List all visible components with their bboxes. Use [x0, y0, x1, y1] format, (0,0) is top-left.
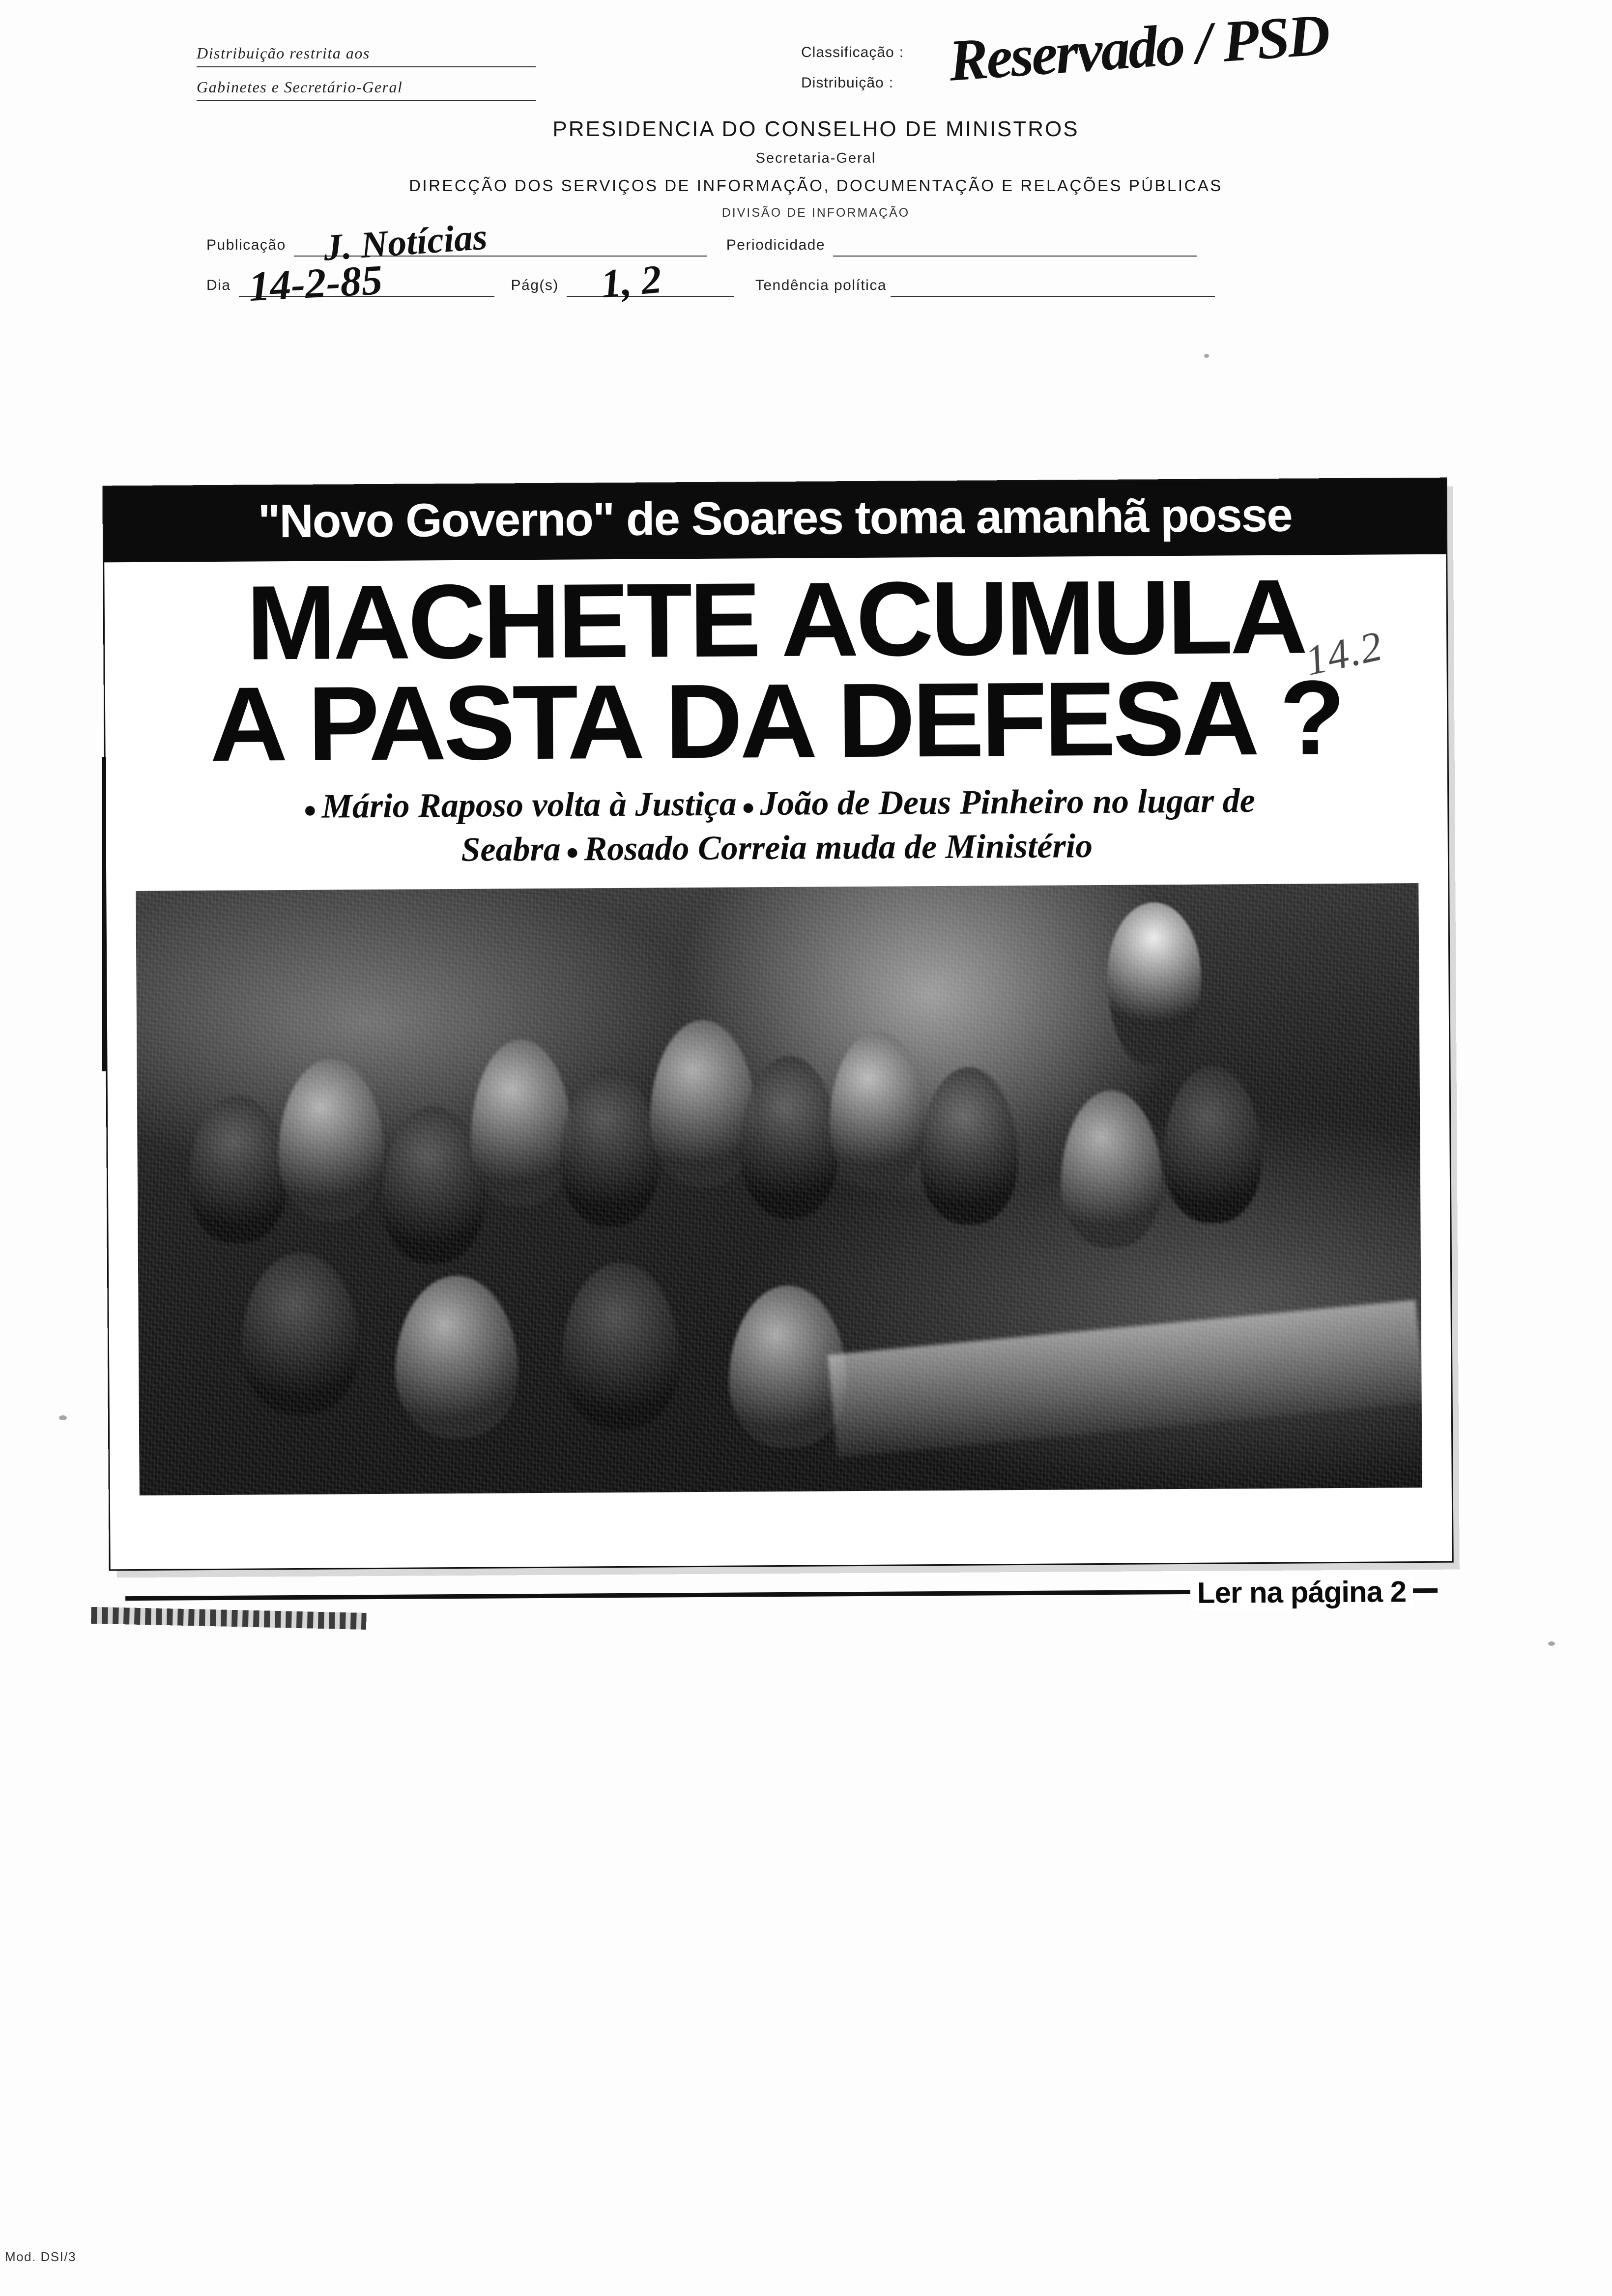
classification-label: Classificação: [801, 44, 894, 60]
classification-block: [801, 1, 1435, 105]
headline-line-1: MACHETE ACUMULA: [246, 557, 1305, 682]
subhead-item-2: João de Deus Pinheiro no lugar de: [760, 782, 1255, 823]
subhead-item-3: Seabra: [461, 830, 561, 869]
pages-value: 1, 2: [599, 256, 663, 307]
day-input[interactable]: [239, 256, 494, 311]
publication-value: J. Notícias: [322, 216, 489, 269]
periodicity-input[interactable]: [833, 233, 1197, 257]
clipping-kicker: "Novo Governo" de Soares toma amanhã posse: [104, 479, 1446, 562]
bullet-icon-3: ●: [565, 839, 579, 865]
clipping-headline-area: [104, 554, 1447, 783]
pages-input[interactable]: [567, 256, 734, 307]
classification-colon: :: [899, 44, 904, 60]
form-header: [197, 1, 1435, 314]
headline-line-2: A PASTA DA DEFESA ?: [209, 658, 1343, 783]
form-header-top-row: [197, 1, 1435, 112]
distribution-note-line-2: Gabinetes e Secretário-Geral: [197, 78, 536, 101]
read-more-label: Ler na página 2: [1190, 1575, 1413, 1610]
publication-row: [206, 216, 1435, 269]
day-value: 14-2-85: [247, 256, 384, 311]
publication-input[interactable]: [294, 216, 707, 269]
periodicity-label: Periodicidade: [726, 237, 826, 253]
day-row: [206, 256, 1435, 311]
organization-title: PRESIDENCIA DO CONSELHO DE MINISTROS: [552, 117, 1079, 141]
department-title: DIRECÇÃO DOS SERVIÇOS DE INFORMAÇÃO, DOCUMENTAÇÃO E RELAÇÕES PÚBLICAS: [409, 176, 1223, 195]
organization-block: [197, 117, 1435, 220]
publication-label: Publicação: [206, 237, 286, 253]
tendency-input[interactable]: [891, 273, 1215, 297]
clipping-edge-mark: [102, 757, 106, 1071]
clipping-torn-edge: [91, 1607, 367, 1629]
photo-halftone-texture: [136, 883, 1422, 1495]
distribution-label: Distribuição: [801, 75, 884, 91]
tendency-label: Tendência política: [755, 277, 887, 293]
organization-subtitle: Secretaria-Geral: [755, 150, 876, 166]
distribution-note: [197, 44, 772, 112]
headline-handwriting: 14.2: [1300, 621, 1387, 685]
division-title: DIVISÃO DE INFORMAÇÃO: [721, 206, 910, 220]
subhead-item-1: Mário Raposo volta à Justiça: [321, 785, 737, 826]
scan-speck: [1204, 354, 1209, 358]
form-code: Mod. DSI/3: [5, 2249, 77, 2264]
bullet-icon-1: ●: [303, 797, 317, 822]
clipping-footer-space: [110, 1487, 1452, 1569]
clipping-photo: [136, 883, 1422, 1495]
clipping-frame: [102, 478, 1453, 1609]
subhead-item-4: Rosado Correia muda de Ministério: [584, 827, 1093, 868]
day-label: Dia: [206, 277, 231, 293]
scan-speck: [1548, 1641, 1555, 1646]
distribution-note-line-1: Distribuição restrita aos: [197, 44, 536, 67]
clipping-headline: [106, 557, 1446, 783]
newspaper-clipping: [106, 482, 1477, 1956]
scan-speck: [59, 1415, 67, 1420]
classification-handwriting: Reservado / PSD: [947, 1, 1330, 93]
distribution-colon: :: [889, 75, 894, 91]
form-fields: [197, 216, 1435, 311]
pages-label: Pág(s): [511, 277, 559, 293]
bullet-icon-2: ●: [741, 794, 755, 820]
